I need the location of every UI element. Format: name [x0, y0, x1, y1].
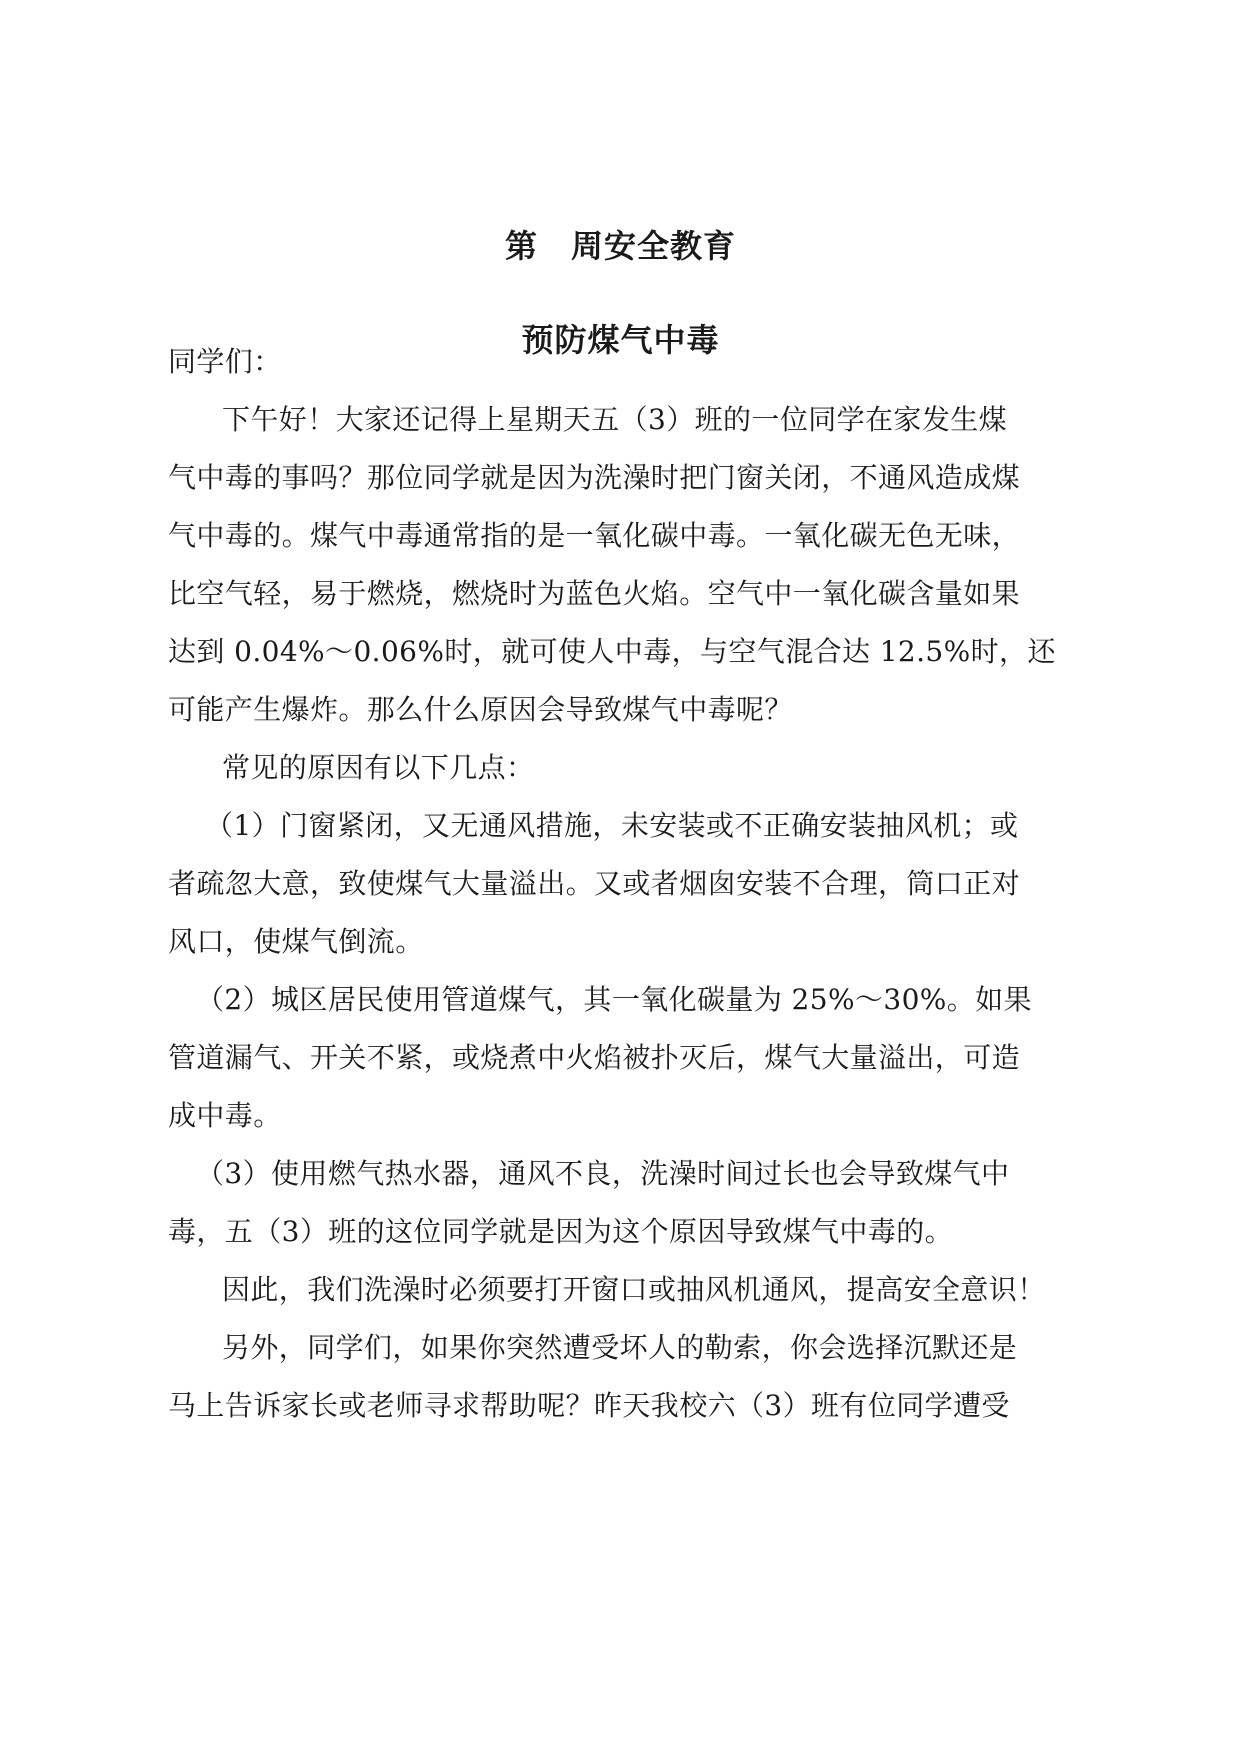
- body-line: 达到 0.04%～0.06%时，就可使人中毒，与空气混合达 12.5%时，还: [168, 635, 1056, 668]
- body-line: 另外，同学们，如果你突然遭受坏人的勒索，你会选择沉默还是: [222, 1331, 1018, 1364]
- body-line: 成中毒。: [168, 1099, 282, 1132]
- body-line: 常见的原因有以下几点：: [222, 751, 535, 784]
- page-heading: 第 周安全教育: [504, 227, 736, 265]
- body-line: 比空气轻，易于燃烧，燃烧时为蓝色火焰。空气中一氧化碳含量如果: [168, 577, 1021, 610]
- body-line: 毒，五（3）班的这位同学就是因为这个原因导致煤气中毒的。: [168, 1215, 954, 1248]
- body-line: 气中毒的。煤气中毒通常指的是一氧化碳中毒。一氧化碳无色无味，: [168, 519, 1021, 552]
- body-line: 风口，使煤气倒流。: [168, 925, 424, 958]
- body-line: （3）使用燃气热水器，通风不良，洗澡时间过长也会导致煤气中: [196, 1157, 1010, 1190]
- body-line: 同学们：: [168, 345, 282, 378]
- body-line: 马上告诉家长或老师寻求帮助呢？昨天我校六（3）班有位同学遭受: [168, 1389, 1010, 1422]
- body-line: 气中毒的事吗？那位同学就是因为洗澡时把门窗关闭，不通风造成煤: [168, 461, 1021, 494]
- body-line: 下午好！大家还记得上星期天五（3）班的一位同学在家发生煤: [222, 403, 1008, 436]
- body-line: （2）城区居民使用管道煤气，其一氧化碳量为 25%～30%。如果: [196, 983, 1032, 1016]
- body-line: （1）门窗紧闭，又无通风措施，未安装或不正确安装抽风机；或: [205, 809, 1019, 842]
- page-subheading: 预防煤气中毒: [521, 321, 720, 359]
- body-line: 可能产生爆炸。那么什么原因会导致煤气中毒呢？: [168, 693, 793, 726]
- body-line: 因此，我们洗澡时必须要打开窗口或抽风机通风，提高安全意识！: [222, 1273, 1046, 1306]
- body-line: 者疏忽大意，致使煤气大量溢出。又或者烟囱安装不合理，筒口正对: [168, 867, 1021, 900]
- body-line: 管道漏气、开关不紧，或烧煮中火焰被扑灭后，煤气大量溢出，可造: [168, 1041, 1021, 1074]
